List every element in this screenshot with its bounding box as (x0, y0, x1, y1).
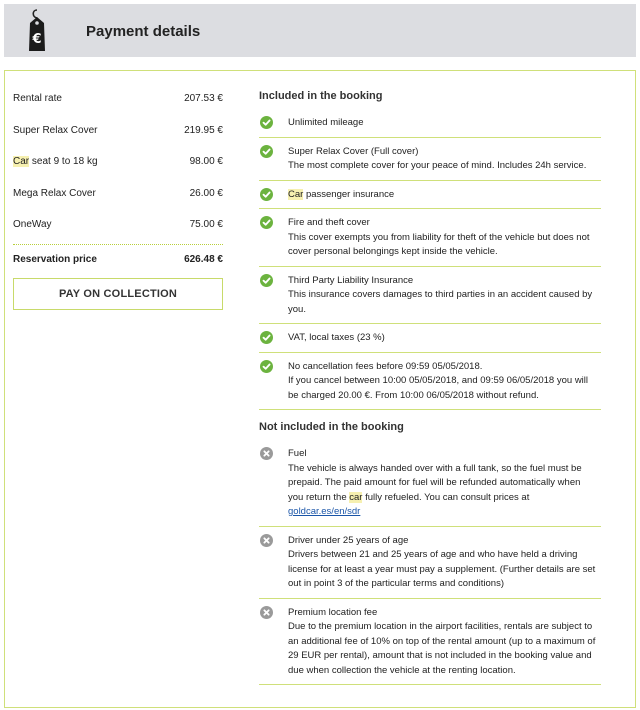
check-circle-icon (260, 116, 273, 129)
price-row (13, 146, 223, 178)
included-item (259, 267, 601, 325)
price-label (13, 156, 98, 167)
title-text: VAT, local taxes (23 %) (288, 332, 385, 343)
item-title: Premium location fee (288, 606, 378, 618)
desc-text: Due to the premium location in the airport facilities, rentals are subject to an additional fee of 10% on top of the rental amount (up to a maximum of 29 EUR per rental), amount that is not included in the booking value and due when collection the vehicle at the renting location. (288, 621, 596, 676)
pay-on-collection-button[interactable]: PAY ON COLLECTION (13, 278, 223, 310)
check-circle-icon (260, 274, 273, 287)
not-included-title: Not included in the booking (259, 421, 404, 433)
not-included-item (259, 599, 601, 686)
item-title (288, 188, 597, 203)
item-title (288, 360, 597, 375)
title-text: passenger insurance (303, 188, 395, 200)
euro-symbol: € (32, 32, 42, 47)
item-description (288, 462, 597, 520)
check-circle-icon (260, 331, 273, 344)
price-summary (13, 83, 223, 310)
item-title (288, 216, 597, 231)
included-item (259, 353, 601, 411)
desc-text: The vehicle is always handed over with a full tank, so the fuel must be prepaid. The paid amount for fuel will be refunded automatically when you return the (288, 462, 582, 503)
price-row (13, 115, 223, 147)
price-amount: 98.00 € (189, 156, 223, 168)
label-text: seat 9 to 18 kg (29, 156, 98, 168)
item-title (288, 331, 597, 346)
x-circle-icon (260, 606, 273, 619)
check-circle-icon (260, 188, 273, 201)
x-circle-icon (260, 447, 273, 460)
included-item (259, 181, 601, 210)
item-title (288, 116, 597, 131)
item-description (288, 620, 597, 678)
label-text: Mega Relax Cover (13, 187, 96, 199)
item-description: This cover exempts you from liability for theft of the vehicle but does not cover personal belongings kept inside the vehicle. (288, 231, 590, 257)
item-title: Driver under 25 years of age (288, 534, 409, 546)
price-row (13, 209, 223, 241)
included-title: Included in the booking (259, 90, 383, 102)
label-text: Rental rate (13, 93, 62, 105)
item-description: If you cancel between 10:00 05/05/2018, and 09:59 06/05/2018 you will be charged 20.00 €. From 10:00 06/05/2018 without refund. (288, 375, 589, 401)
page-title: Payment details (86, 23, 201, 40)
total-amount: 626.48 € (184, 254, 223, 265)
item-description (288, 548, 597, 592)
price-amount: 207.53 € (184, 93, 223, 105)
not-included-item (259, 440, 601, 527)
not-included-item (259, 527, 601, 599)
booking-conditions (259, 83, 601, 685)
title-text: Super Relax Cover (Full cover) (288, 145, 419, 157)
check-circle-icon (260, 145, 273, 158)
title-text: Fire and theft cover (288, 217, 370, 228)
price-row (13, 83, 223, 115)
title-text: No cancellation fees before 09:59 05/05/2018. (288, 360, 483, 372)
desc-text: fully refueled. You can consult prices at (362, 491, 530, 503)
prices-link[interactable]: goldcar.es/en/sdr (288, 506, 361, 517)
payment-details-header (4, 4, 636, 57)
price-amount: 75.00 € (189, 219, 223, 231)
item-title (288, 145, 597, 160)
reservation-price-row (13, 245, 223, 275)
highlighted-text: Car (13, 156, 30, 168)
included-item (259, 138, 601, 181)
not-included-list (259, 440, 601, 685)
total-label: Reservation price (13, 254, 97, 265)
price-amount: 26.00 € (189, 187, 223, 199)
item-description: This insurance covers damages to third parties in an accident caused by you. (288, 289, 593, 315)
included-item (259, 109, 601, 138)
included-item (259, 209, 601, 267)
label-text: OneWay (13, 219, 52, 231)
payment-panel (4, 70, 636, 708)
item-description: The most complete cover for your peace of mind. Includes 24h service. (288, 160, 587, 171)
euro-price-tag-icon (21, 9, 53, 53)
item-title (288, 274, 597, 289)
price-label (13, 219, 52, 230)
highlighted-text: car (349, 491, 363, 503)
highlighted-text: Car (288, 188, 304, 200)
included-list (259, 109, 601, 410)
price-label (13, 188, 96, 199)
price-amount: 219.95 € (184, 124, 223, 136)
item-title: Fuel (288, 448, 307, 459)
label-text: Super Relax Cover (13, 124, 98, 136)
included-item (259, 324, 601, 353)
title-text: Unlimited mileage (288, 117, 364, 128)
desc-text: Drivers between 21 and 25 years of age and who have held a driving license for at least a year must pay a supplement. (Further details are set out in point 3 of the particular terms and conditions) (288, 549, 596, 589)
title-text: Third Party Liability Insurance (288, 274, 414, 286)
price-label (13, 93, 62, 104)
check-circle-icon (260, 216, 273, 229)
check-circle-icon (260, 360, 273, 373)
x-circle-icon (260, 534, 273, 547)
price-row (13, 178, 223, 210)
price-label (13, 125, 97, 136)
price-list (13, 83, 223, 241)
